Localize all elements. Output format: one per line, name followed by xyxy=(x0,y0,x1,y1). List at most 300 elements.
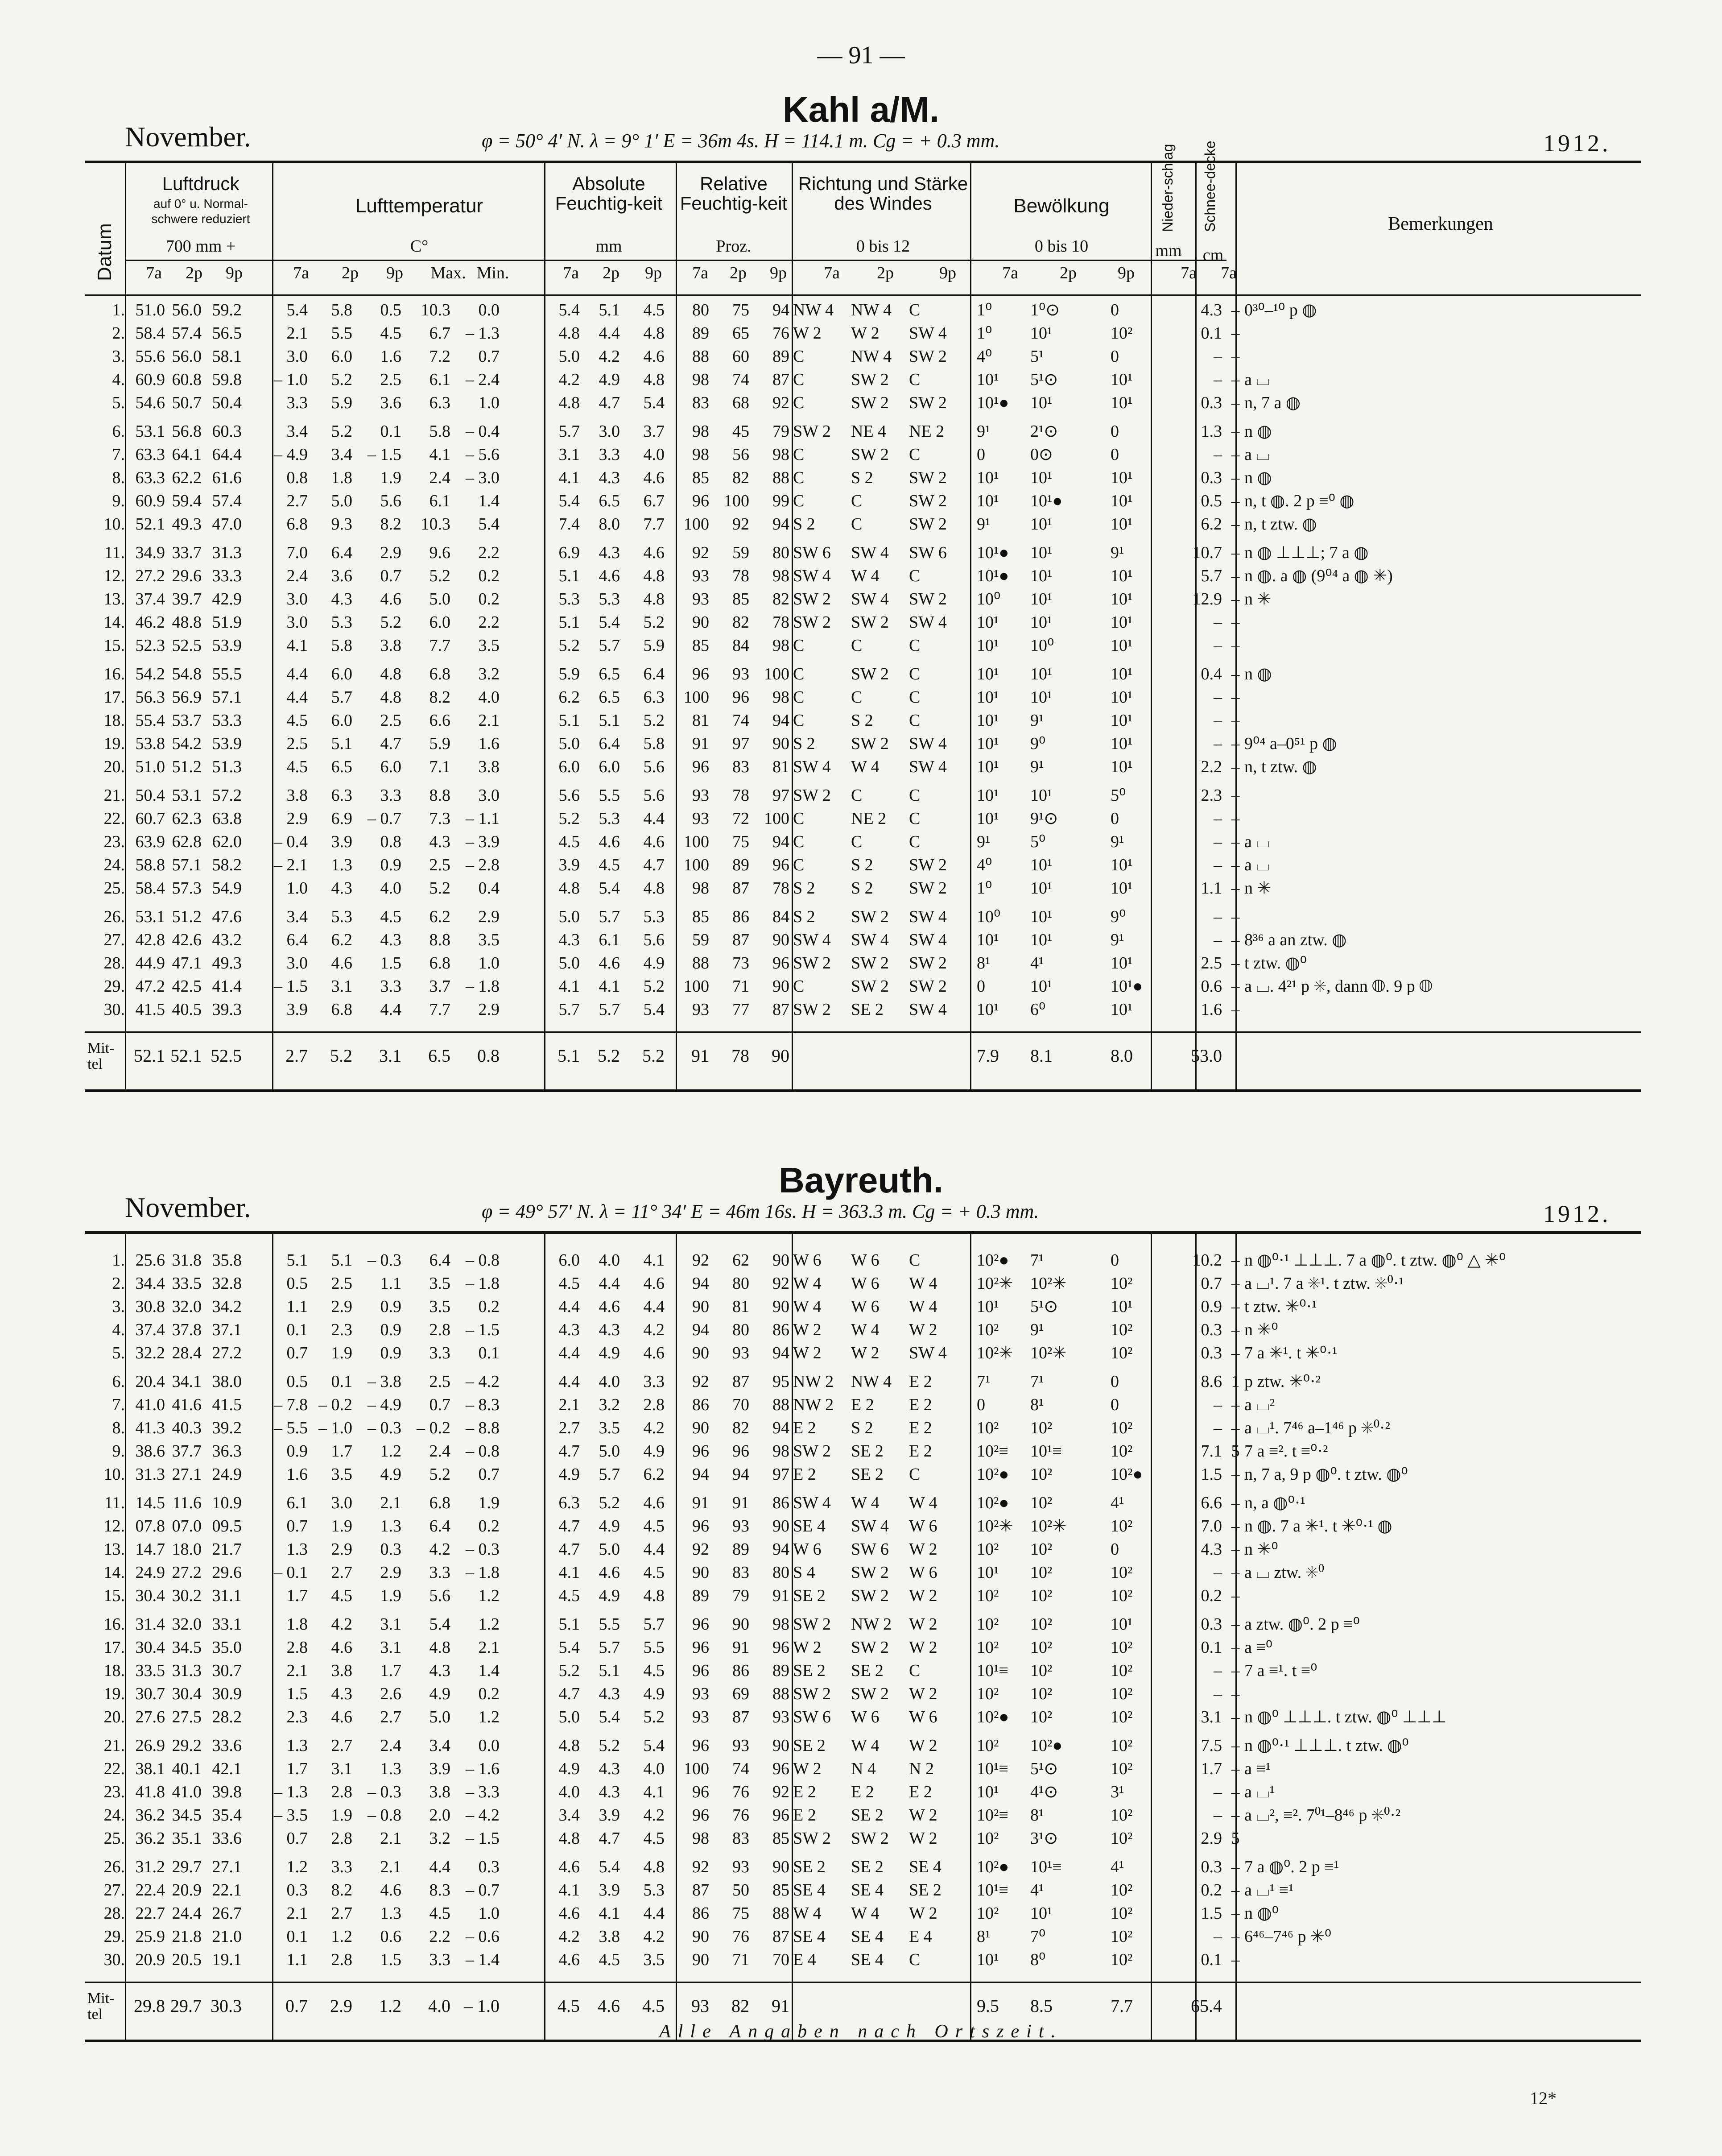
data-cell: SW 6 xyxy=(851,1540,889,1559)
data-cell: 96 xyxy=(692,1517,709,1535)
data-cell: 0 xyxy=(1111,445,1119,464)
data-cell: SW 2 xyxy=(909,590,947,608)
data-cell: 80 xyxy=(772,1563,789,1582)
data-cell: S 2 xyxy=(793,734,815,753)
data-cell: – xyxy=(1231,1586,1240,1605)
data-cell: – 1.8 xyxy=(466,1274,500,1293)
data-cell: SW 4 xyxy=(851,931,889,949)
table-row xyxy=(85,998,1641,1021)
data-cell: 5.2 xyxy=(429,879,450,898)
data-cell: 2.9 xyxy=(478,907,500,926)
data-cell: C xyxy=(793,468,805,487)
data-cell: 3.1 xyxy=(558,445,580,464)
time-subheader-10: 9p xyxy=(645,264,662,282)
data-cell: 56.9 xyxy=(172,688,202,707)
remark-cell: a ⌴ ztw. ✳⁰ xyxy=(1244,1563,1325,1582)
data-cell: 4.5 xyxy=(380,907,401,926)
table-row xyxy=(85,490,1641,512)
data-cell: 4.3 xyxy=(331,879,352,898)
data-cell: 5.1 xyxy=(331,1251,352,1270)
time-subheader-1: 2p xyxy=(186,264,202,282)
data-cell: 54.6 xyxy=(135,393,165,412)
data-cell: – 0.6 xyxy=(466,1927,500,1946)
data-cell: 10¹≡ xyxy=(1030,1442,1062,1461)
data-cell: 5.2 xyxy=(599,1736,620,1755)
mean-cell: 29.8 xyxy=(134,1996,165,2016)
table-row xyxy=(85,611,1641,633)
mean-cell: – 1.0 xyxy=(464,1996,500,2016)
data-cell: 0.1 xyxy=(380,422,401,441)
data-cell: 96 xyxy=(692,492,709,510)
data-cell: 22.1 xyxy=(212,1881,242,1899)
data-cell: S 2 xyxy=(851,879,873,898)
data-cell: 3.5 xyxy=(478,636,500,655)
data-cell: 4.1 xyxy=(558,1881,580,1899)
data-cell: SW 4 xyxy=(909,931,947,949)
data-cell: 10¹≡ xyxy=(1030,1858,1062,1876)
data-cell: – 1.3 xyxy=(466,324,500,343)
data-cell: SW 4 xyxy=(909,1344,947,1362)
data-cell: – 0.7 xyxy=(466,1881,500,1899)
data-cell: – 1.1 xyxy=(466,809,500,828)
data-cell: 4¹ xyxy=(1111,1858,1124,1876)
data-cell: 98 xyxy=(692,422,709,441)
data-cell: 53.8 xyxy=(135,734,165,753)
data-cell: W 4 xyxy=(909,1494,937,1512)
time-subheader-7: Min. xyxy=(476,264,509,282)
data-cell: 0.2 xyxy=(478,1684,500,1703)
data-cell: 2.4 xyxy=(286,567,308,585)
data-cell: 33.1 xyxy=(212,1615,242,1634)
data-cell: 2.1 xyxy=(380,1858,401,1876)
data-cell: NW 4 xyxy=(851,301,892,319)
table-row xyxy=(85,1827,1641,1850)
data-cell: 6.7 xyxy=(643,492,665,510)
mean-cell: 93 xyxy=(691,1996,709,2016)
data-cell: SW 2 xyxy=(851,1638,889,1657)
data-cell: 88 xyxy=(772,468,789,487)
data-cell: 8.8 xyxy=(429,786,450,805)
data-cell: 42.1 xyxy=(212,1759,242,1778)
data-cell: 4.3 xyxy=(599,1759,620,1778)
data-cell: 5.2 xyxy=(558,809,580,828)
remark-cell: n ◍⁰·¹ ⊥⊥⊥. 7 a ◍⁰. t ztw. ◍⁰ △ ✳⁰ xyxy=(1244,1251,1506,1270)
day-cell: 29. xyxy=(103,1927,125,1946)
data-cell: 4⁰ xyxy=(977,856,992,874)
data-cell: 41.4 xyxy=(212,977,242,996)
data-cell: SW 2 xyxy=(851,1684,889,1703)
data-cell: 10² xyxy=(977,1736,999,1755)
data-cell: 59.4 xyxy=(172,492,202,510)
data-cell: 55.5 xyxy=(212,665,242,683)
time-subheader-6: Max. xyxy=(430,264,466,282)
remark-cell: a ⌴¹ ≡¹ xyxy=(1244,1881,1294,1899)
data-cell: SE 2 xyxy=(851,1442,884,1461)
data-cell: – 1.0 xyxy=(274,370,308,389)
data-cell: C xyxy=(851,688,863,707)
data-cell: 1.5 xyxy=(286,1684,308,1703)
data-cell: W 4 xyxy=(851,1320,880,1339)
data-cell: 0.2 xyxy=(1201,1586,1222,1605)
day-cell: 7. xyxy=(112,445,125,464)
data-cell: SE 2 xyxy=(851,1000,884,1019)
data-cell: 4.8 xyxy=(643,879,665,898)
data-cell: 57.1 xyxy=(212,688,242,707)
data-cell: 97 xyxy=(732,734,749,753)
data-cell: 41.6 xyxy=(172,1395,202,1414)
data-cell: 10¹● xyxy=(977,567,1009,585)
data-cell: 21.0 xyxy=(212,1927,242,1946)
data-cell: – xyxy=(1214,347,1222,366)
data-cell: 24.9 xyxy=(212,1465,242,1484)
data-cell: 10¹ xyxy=(1111,1615,1133,1634)
data-cell: 3.1 xyxy=(331,977,352,996)
data-cell: 3.5 xyxy=(429,1297,450,1316)
data-cell: 5.0 xyxy=(331,492,352,510)
data-cell: W 2 xyxy=(793,1638,822,1657)
data-cell: 10²✳ xyxy=(977,1274,1013,1293)
data-cell: 1⁰⊙ xyxy=(1030,301,1060,319)
data-cell: 82 xyxy=(772,590,789,608)
table-row xyxy=(85,1804,1641,1826)
time-subheader-0: 7a xyxy=(146,264,162,282)
data-cell: 10²≡ xyxy=(977,1806,1008,1825)
data-cell: 10¹ xyxy=(1111,636,1133,655)
data-cell: 10² xyxy=(1111,1274,1133,1293)
data-cell: 0.3 xyxy=(380,1540,401,1559)
data-cell: W 4 xyxy=(851,567,880,585)
data-cell: 0.7 xyxy=(1201,1274,1222,1293)
data-cell: 4.6 xyxy=(599,832,620,851)
data-cell: 24.4 xyxy=(172,1904,202,1923)
data-cell: 4.8 xyxy=(643,324,665,343)
time-subheader-11: 7a xyxy=(692,264,708,282)
data-cell: 90 xyxy=(692,1419,709,1437)
data-cell: 96 xyxy=(692,1736,709,1755)
data-cell: 3.9 xyxy=(286,1000,308,1019)
data-cell: 4.4 xyxy=(286,665,308,683)
data-cell: 98 xyxy=(692,1829,709,1848)
data-cell: 32.2 xyxy=(135,1344,165,1362)
data-cell: 10² xyxy=(1111,1563,1133,1582)
data-cell: 10.2 xyxy=(1192,1251,1222,1270)
data-cell: 0.3 xyxy=(478,1858,500,1876)
mean-row xyxy=(85,1045,1641,1067)
data-cell: – xyxy=(1214,1563,1222,1582)
data-cell: 91 xyxy=(692,1494,709,1512)
data-cell: 56.0 xyxy=(172,301,202,319)
station-name: Bayreuth. xyxy=(779,1160,943,1200)
data-cell: 56.8 xyxy=(172,422,202,441)
mean-label: Mit-tel xyxy=(87,1040,115,1072)
data-cell: 90 xyxy=(692,1344,709,1362)
data-cell: 92 xyxy=(732,515,749,534)
data-cell: 98 xyxy=(772,1442,789,1461)
mean-cell: 52.1 xyxy=(134,1046,165,1066)
data-cell: – xyxy=(1231,1759,1240,1778)
data-cell: 34.1 xyxy=(172,1372,202,1391)
data-cell: – xyxy=(1214,445,1222,464)
snow-header: Schnee-decke xyxy=(1202,141,1218,232)
day-cell: 7. xyxy=(112,1395,125,1414)
data-cell: 4.5 xyxy=(286,711,308,730)
remark-cell: p ztw. ✳⁰·² xyxy=(1244,1372,1321,1391)
data-cell: – xyxy=(1231,1344,1240,1362)
data-cell: SW 2 xyxy=(851,954,889,972)
data-cell: 25.6 xyxy=(135,1251,165,1270)
data-cell: 2.2 xyxy=(478,613,500,632)
data-cell: 96 xyxy=(772,856,789,874)
data-cell: E 2 xyxy=(909,1372,932,1391)
data-cell: 3.9 xyxy=(429,1759,450,1778)
data-cell: 34.2 xyxy=(212,1297,242,1316)
data-cell: 10¹ xyxy=(977,1950,999,1969)
data-cell: 28.4 xyxy=(172,1344,202,1362)
data-cell: 10² xyxy=(1111,1344,1133,1362)
remark-cell: a ⌴¹. 7 a ✳¹. t ztw. ✳⁰·¹ xyxy=(1244,1274,1404,1293)
data-cell: 1.7 xyxy=(286,1759,308,1778)
data-cell: 0.2 xyxy=(1201,1881,1222,1899)
data-cell: 85 xyxy=(732,590,749,608)
data-cell: 5.6 xyxy=(380,492,401,510)
table-row xyxy=(85,756,1641,778)
data-cell: 57.2 xyxy=(212,786,242,805)
data-cell: – 0.7 xyxy=(368,809,401,828)
data-cell: 4.6 xyxy=(331,954,352,972)
data-cell: 4.1 xyxy=(599,977,620,996)
data-cell: 94 xyxy=(772,1344,789,1362)
data-cell: 37.7 xyxy=(172,1442,202,1461)
data-cell: 5.1 xyxy=(558,567,580,585)
data-cell: 4.8 xyxy=(558,324,580,343)
data-cell: 51.2 xyxy=(172,757,202,776)
data-cell: 75 xyxy=(732,832,749,851)
data-cell: 07.8 xyxy=(135,1517,165,1535)
temp-unit: C° xyxy=(410,237,429,256)
data-cell: 58.4 xyxy=(135,879,165,898)
data-cell: 7.0 xyxy=(286,543,308,562)
data-cell: C xyxy=(909,786,921,805)
data-cell: SE 4 xyxy=(793,1517,826,1535)
data-cell: 92 xyxy=(692,1540,709,1559)
data-cell: 3.4 xyxy=(331,445,352,464)
data-cell: 25.9 xyxy=(135,1927,165,1946)
data-cell: 10¹ xyxy=(977,786,999,805)
data-cell: 0.1 xyxy=(286,1927,308,1946)
data-cell: 84 xyxy=(732,636,749,655)
data-cell: 51.0 xyxy=(135,757,165,776)
data-cell: C xyxy=(793,688,805,707)
data-cell: – xyxy=(1214,1684,1222,1703)
header-bottom-rule xyxy=(85,294,1641,296)
data-cell: 1.1 xyxy=(1201,879,1222,898)
data-cell: 10¹ xyxy=(1030,907,1053,926)
data-cell: S 2 xyxy=(851,856,873,874)
data-cell: 93 xyxy=(692,1000,709,1019)
data-cell: 0.9 xyxy=(380,1320,401,1339)
data-cell: 62.3 xyxy=(172,809,202,828)
data-cell: 10¹● xyxy=(977,393,1009,412)
data-cell: 10¹● xyxy=(977,543,1009,562)
data-cell: 5.7 xyxy=(599,907,620,926)
data-cell: 5.3 xyxy=(331,613,352,632)
data-cell: W 6 xyxy=(793,1540,822,1559)
data-cell: NE 2 xyxy=(909,422,945,441)
data-cell: 10² xyxy=(1030,1419,1053,1437)
data-cell: – xyxy=(1231,347,1240,366)
mean-cell: 65.4 xyxy=(1191,1996,1222,2016)
mean-cell: 2.7 xyxy=(285,1046,308,1066)
data-cell: 35.1 xyxy=(172,1829,202,1848)
data-cell: 94 xyxy=(772,515,789,534)
data-cell: W 2 xyxy=(851,324,880,343)
data-cell: 10¹ xyxy=(977,370,999,389)
data-cell: 57.4 xyxy=(172,324,202,343)
data-cell: 4.3 xyxy=(429,832,450,851)
data-cell: W 6 xyxy=(851,1708,880,1726)
data-cell: 10² xyxy=(1111,1442,1133,1461)
time-subheader-5: 9p xyxy=(386,264,403,282)
data-cell: – xyxy=(1231,1638,1240,1657)
data-cell: 1.5 xyxy=(380,1950,401,1969)
data-cell: 6.0 xyxy=(429,613,450,632)
data-cell: 4.6 xyxy=(558,1858,580,1876)
data-cell: – 1.8 xyxy=(466,1563,500,1582)
data-cell: 6.0 xyxy=(331,665,352,683)
data-cell: 26.7 xyxy=(212,1904,242,1923)
data-cell: 87 xyxy=(772,370,789,389)
data-cell: 3.3 xyxy=(429,1563,450,1582)
data-cell: 42.9 xyxy=(212,590,242,608)
data-cell: 63.9 xyxy=(135,832,165,851)
table-row xyxy=(85,1295,1641,1318)
data-cell: – xyxy=(1231,1881,1240,1899)
data-cell: W 4 xyxy=(793,1297,822,1316)
data-cell: – 1.5 xyxy=(368,445,401,464)
table-row xyxy=(85,368,1641,391)
data-cell: – 4.9 xyxy=(274,445,308,464)
data-cell: – xyxy=(1231,1783,1240,1801)
data-cell: 4.9 xyxy=(643,954,665,972)
data-cell: 4.2 xyxy=(643,1419,665,1437)
data-cell: 10¹ xyxy=(1111,468,1133,487)
data-cell: 4.3 xyxy=(429,1661,450,1680)
data-cell: C xyxy=(909,809,921,828)
data-cell: 62.8 xyxy=(172,832,202,851)
data-cell: 10²≡ xyxy=(977,1442,1008,1461)
day-cell: 13. xyxy=(103,1540,125,1559)
remark-cell: a ⌴ xyxy=(1244,832,1270,851)
data-cell: 0.0 xyxy=(478,301,500,319)
data-cell: 53.7 xyxy=(172,711,202,730)
data-cell: 37.8 xyxy=(172,1320,202,1339)
data-cell: 6.1 xyxy=(599,931,620,949)
datum-header: Datum xyxy=(94,223,116,281)
data-cell: 86 xyxy=(732,1661,749,1680)
day-cell: 12. xyxy=(103,1517,125,1535)
data-cell: 94 xyxy=(692,1274,709,1293)
day-cell: 27. xyxy=(103,931,125,949)
day-cell: 4. xyxy=(112,370,125,389)
data-cell: 85 xyxy=(692,636,709,655)
data-cell: 7.2 xyxy=(429,347,450,366)
day-cell: 16. xyxy=(103,665,125,683)
day-cell: 5. xyxy=(112,393,125,412)
data-cell: 31.1 xyxy=(212,1586,242,1605)
day-cell: 10. xyxy=(103,515,125,534)
data-cell: 5.4 xyxy=(599,1858,620,1876)
data-cell: 8¹ xyxy=(977,954,991,972)
data-cell: 82 xyxy=(732,1419,749,1437)
data-cell: 34.5 xyxy=(172,1806,202,1825)
data-cell: 1.1 xyxy=(286,1950,308,1969)
data-cell: 89 xyxy=(732,1540,749,1559)
data-cell: W 2 xyxy=(851,1344,880,1362)
day-cell: 8. xyxy=(112,468,125,487)
mean-cell: 6.5 xyxy=(428,1046,450,1066)
remark-cell: a ⌴. 4²¹ p ✳, dann ◍. 9 p ◍ xyxy=(1244,977,1433,996)
day-cell: 19. xyxy=(103,1684,125,1703)
data-cell: – xyxy=(1231,757,1240,776)
table-row xyxy=(85,732,1641,755)
data-cell: W 2 xyxy=(909,1586,937,1605)
data-cell: 5.4 xyxy=(643,393,665,412)
data-cell: 4.3 xyxy=(599,1320,620,1339)
data-cell: 10¹ xyxy=(977,931,999,949)
data-cell: – xyxy=(1231,1904,1240,1923)
data-cell: 6.0 xyxy=(380,757,401,776)
data-cell: W 2 xyxy=(909,1736,937,1755)
remark-cell: n, 7 a, 9 p ◍⁰. t ztw. ◍⁰ xyxy=(1244,1465,1408,1484)
data-cell: 3.4 xyxy=(286,422,308,441)
data-cell: 10¹ xyxy=(1030,590,1053,608)
table-row xyxy=(85,392,1641,414)
table-row xyxy=(85,467,1641,489)
data-cell: 0.2 xyxy=(478,1517,500,1535)
data-cell: 3.0 xyxy=(286,590,308,608)
remark-cell: n, a ◍⁰·¹ xyxy=(1244,1494,1305,1512)
data-cell: 6.6 xyxy=(429,711,450,730)
data-cell: 10¹ xyxy=(1030,931,1053,949)
data-cell: – 0.2 xyxy=(417,1419,450,1437)
data-cell: 5.2 xyxy=(380,613,401,632)
data-cell: 4.4 xyxy=(643,1904,665,1923)
data-cell: 76 xyxy=(732,1783,749,1801)
data-cell: 5.4 xyxy=(599,879,620,898)
month-label: November. xyxy=(125,121,251,153)
data-cell: SW 4 xyxy=(909,1000,947,1019)
data-cell: – xyxy=(1231,1320,1240,1339)
data-cell: C xyxy=(851,786,863,805)
data-cell: 4.8 xyxy=(429,1638,450,1657)
data-cell: 3.0 xyxy=(286,347,308,366)
data-cell: 9.6 xyxy=(429,543,450,562)
remark-cell: n ◍⁰ xyxy=(1244,1904,1279,1923)
data-cell: 10¹ xyxy=(977,757,999,776)
data-cell: 5.6 xyxy=(429,1586,450,1605)
data-cell: – xyxy=(1231,492,1240,510)
data-cell: 5.0 xyxy=(599,1540,620,1559)
data-cell: SW 2 xyxy=(793,613,831,632)
data-cell: W 2 xyxy=(793,1759,822,1778)
data-cell: 100 xyxy=(684,977,709,996)
data-cell: SW 2 xyxy=(793,590,831,608)
day-cell: 23. xyxy=(103,832,125,851)
table-row xyxy=(85,1758,1641,1780)
data-cell: 0 xyxy=(977,445,985,464)
data-cell: 100 xyxy=(764,809,789,828)
data-cell: 81 xyxy=(692,711,709,730)
